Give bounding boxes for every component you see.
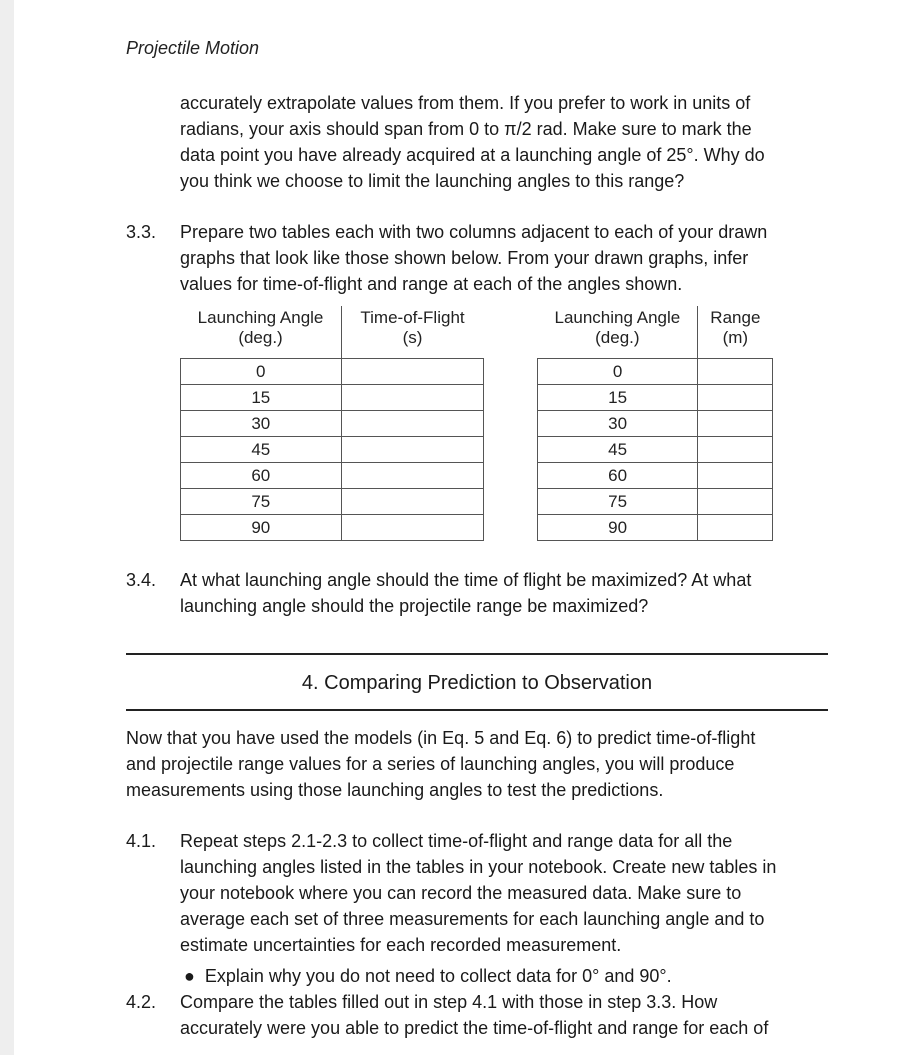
angle-cell: 15 xyxy=(538,385,698,411)
angle-cell: 60 xyxy=(181,463,342,489)
text-line: Repeat steps 2.1-2.3 to collect time-of-flight and range data for all the xyxy=(180,831,733,851)
range-cell[interactable] xyxy=(698,437,773,463)
step-number-3-3: 3.3. xyxy=(126,222,157,242)
text-line: launching angle should the projectile range be maximized? xyxy=(180,596,649,616)
text-line: accurately extrapolate values from them. If you prefer to work in units of xyxy=(180,93,751,113)
text-line: Now that you have used the models (in Eq. 5 and Eq. 6) to predict time-of-flight xyxy=(126,728,756,748)
angle-cell: 75 xyxy=(538,489,698,515)
angle-cell: 0 xyxy=(181,359,342,385)
table-row xyxy=(538,489,773,515)
bullet-item xyxy=(184,963,672,989)
text-line: you think we choose to limit the launching angles to this range? xyxy=(180,171,685,191)
time-cell[interactable] xyxy=(341,489,483,515)
table-header-row xyxy=(181,306,484,359)
angle-cell: 45 xyxy=(538,437,698,463)
table-row xyxy=(538,385,773,411)
header-unit: (deg.) xyxy=(238,328,283,347)
angle-cell: 90 xyxy=(538,515,698,541)
column-header-angle xyxy=(538,306,698,359)
section-intro-paragraph xyxy=(126,725,840,803)
table-row xyxy=(181,359,484,385)
header-label: Launching Angle xyxy=(554,308,681,327)
bullet-dot-icon: ● xyxy=(184,966,195,986)
time-of-flight-table xyxy=(180,306,484,541)
text-line: At what launching angle should the time of flight be maximized? At what xyxy=(180,570,752,590)
text-line: and projectile range values for a series of launching angles, you will produce xyxy=(126,754,735,774)
angle-cell: 75 xyxy=(181,489,342,515)
table-row xyxy=(181,411,484,437)
angle-cell: 90 xyxy=(181,515,342,541)
header-unit: (m) xyxy=(722,328,749,347)
header-label: Range xyxy=(710,308,761,327)
angle-cell: 0 xyxy=(538,359,698,385)
range-table xyxy=(537,306,773,541)
time-cell[interactable] xyxy=(341,437,483,463)
text-line: values for time-of-flight and range at each of the angles shown. xyxy=(180,274,683,294)
angle-cell: 45 xyxy=(181,437,342,463)
text-line: data point you have already acquired at a launching angle of 25°. Why do xyxy=(180,145,765,165)
text-line: your notebook where you can record the measured data. Make sure to xyxy=(180,883,742,903)
time-cell[interactable] xyxy=(341,515,483,541)
page-left-edge xyxy=(0,0,14,1055)
step-3-4-text xyxy=(180,567,840,619)
section-rule-bottom xyxy=(126,709,828,711)
angle-cell: 15 xyxy=(181,385,342,411)
text-line: average each set of three measurements for each launching angle and to xyxy=(180,909,765,929)
section-rule-top xyxy=(126,653,828,655)
table-row xyxy=(538,463,773,489)
step-number-4-1: 4.1. xyxy=(126,831,157,851)
step-number-4-2: 4.2. xyxy=(126,992,157,1012)
column-header-angle xyxy=(181,306,342,359)
table-row xyxy=(181,489,484,515)
range-cell[interactable] xyxy=(698,515,773,541)
table-row xyxy=(538,411,773,437)
range-cell[interactable] xyxy=(698,463,773,489)
section-title: 4. Comparing Prediction to Observation xyxy=(301,672,653,694)
range-cell[interactable] xyxy=(698,385,773,411)
intro-paragraph xyxy=(180,90,840,194)
header-unit: (s) xyxy=(402,328,423,347)
text-line: Compare the tables filled out in step 4.1 with those in step 3.3. How xyxy=(180,992,718,1012)
header-unit: (deg.) xyxy=(595,328,640,347)
column-header-range xyxy=(698,306,773,359)
table-row xyxy=(181,463,484,489)
time-cell[interactable] xyxy=(341,411,483,437)
table-row xyxy=(538,515,773,541)
time-cell[interactable] xyxy=(341,385,483,411)
table-header-row xyxy=(538,306,773,359)
text-line: launching angles listed in the tables in your notebook. Create new tables in xyxy=(180,857,777,877)
table-row xyxy=(181,385,484,411)
text-line: radians, your axis should span from 0 to π/2 rad. Make sure to mark the xyxy=(180,119,752,139)
table-row xyxy=(538,359,773,385)
angle-cell: 30 xyxy=(181,411,342,437)
time-cell[interactable] xyxy=(341,359,483,385)
text-line: measurements using those launching angles to test the predictions. xyxy=(126,780,664,800)
header-label: Time-of-Flight xyxy=(360,308,465,327)
table-row xyxy=(181,437,484,463)
range-cell[interactable] xyxy=(698,411,773,437)
table-row xyxy=(181,515,484,541)
step-3-3-text xyxy=(180,219,840,297)
step-number-3-4: 3.4. xyxy=(126,570,157,590)
text-line: accurately were you able to predict the time-of-flight and range for each of xyxy=(180,1018,769,1038)
text-line: estimate uncertainties for each recorded measurement. xyxy=(180,935,622,955)
running-header: Projectile Motion xyxy=(126,38,260,58)
time-cell[interactable] xyxy=(341,463,483,489)
table-row xyxy=(538,437,773,463)
angle-cell: 30 xyxy=(538,411,698,437)
column-header-time xyxy=(341,306,483,359)
text-line: Prepare two tables each with two columns adjacent to each of your drawn xyxy=(180,222,768,242)
text-line: graphs that look like those shown below. From your drawn graphs, infer xyxy=(180,248,749,268)
bullet-text: Explain why you do not need to collect data for 0° and 90°. xyxy=(204,966,672,986)
angle-cell: 60 xyxy=(538,463,698,489)
range-cell[interactable] xyxy=(698,489,773,515)
step-4-1-text xyxy=(180,828,840,958)
header-label: Launching Angle xyxy=(197,308,324,327)
range-cell[interactable] xyxy=(698,359,773,385)
step-4-2-text xyxy=(180,989,840,1041)
